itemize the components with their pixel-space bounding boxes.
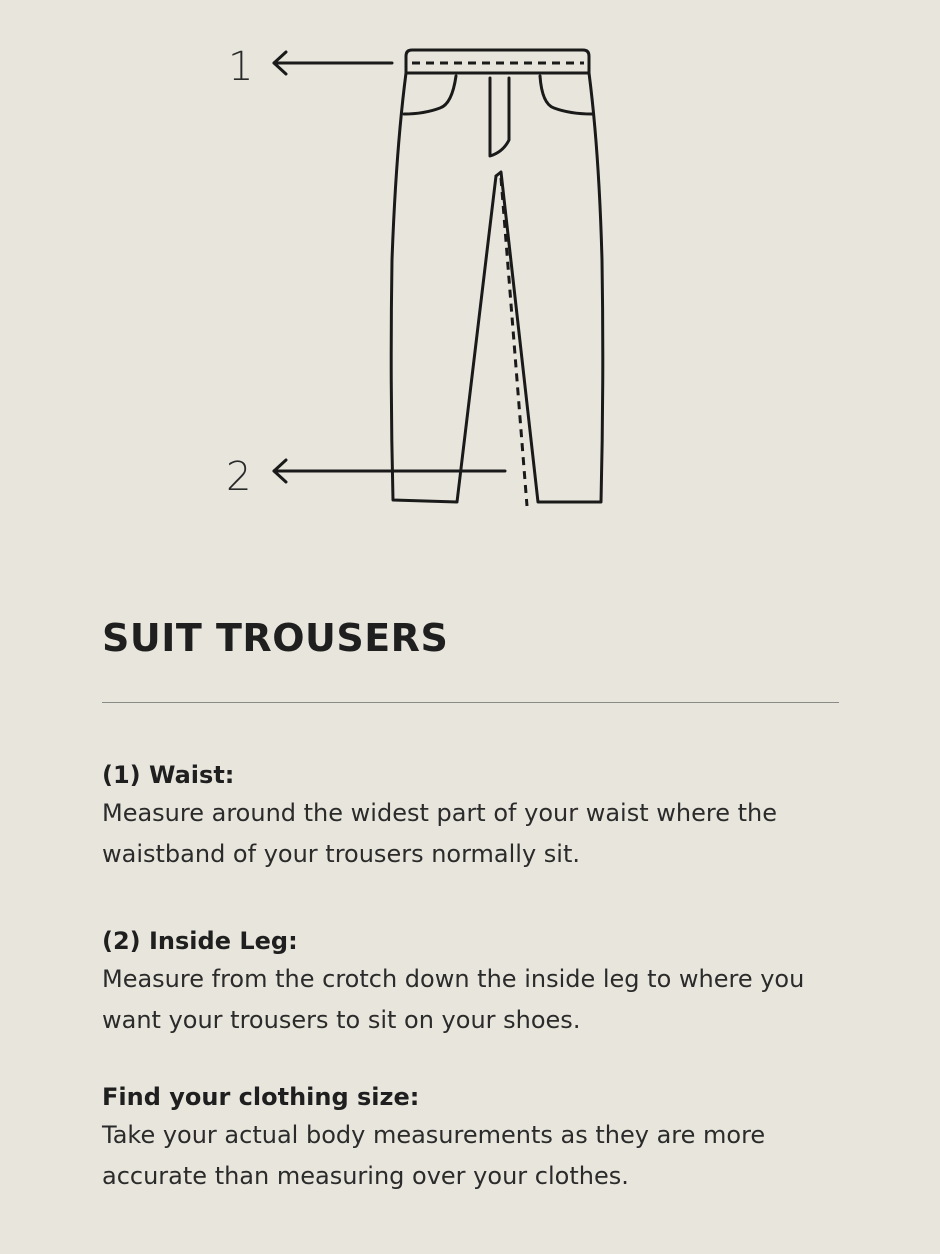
waist-heading: (1) Waist: [102,761,235,789]
inside-leg-arrow [274,460,505,482]
marker-1-label: 1 [228,44,254,90]
waist-section [102,759,842,875]
trousers-measurement-diagram [0,0,940,540]
inside-leg-section [102,925,842,1041]
clothing-size-heading: Find your clothing size: [102,1083,420,1111]
clothing-size-description: Take your actual body measurements as they are more accurate than measuring over your clothes. [102,1121,766,1190]
trousers-illustration [0,0,940,540]
trousers-outline [391,50,603,502]
size-guide-content [102,612,842,1197]
marker-2-label: 2 [226,454,252,500]
waist-arrow [274,52,392,74]
waist-description: Measure around the widest part of your waist where the waistband of your trousers normally sit. [102,799,777,868]
page-title: SUIT TROUSERS [102,616,449,660]
divider [102,702,839,703]
inside-leg-description: Measure from the crotch down the inside leg to where you want your trousers to sit on your shoes. [102,965,805,1034]
inside-leg-heading: (2) Inside Leg: [102,927,298,955]
measurement-dashes [412,63,584,506]
clothing-size-section [102,1081,842,1197]
